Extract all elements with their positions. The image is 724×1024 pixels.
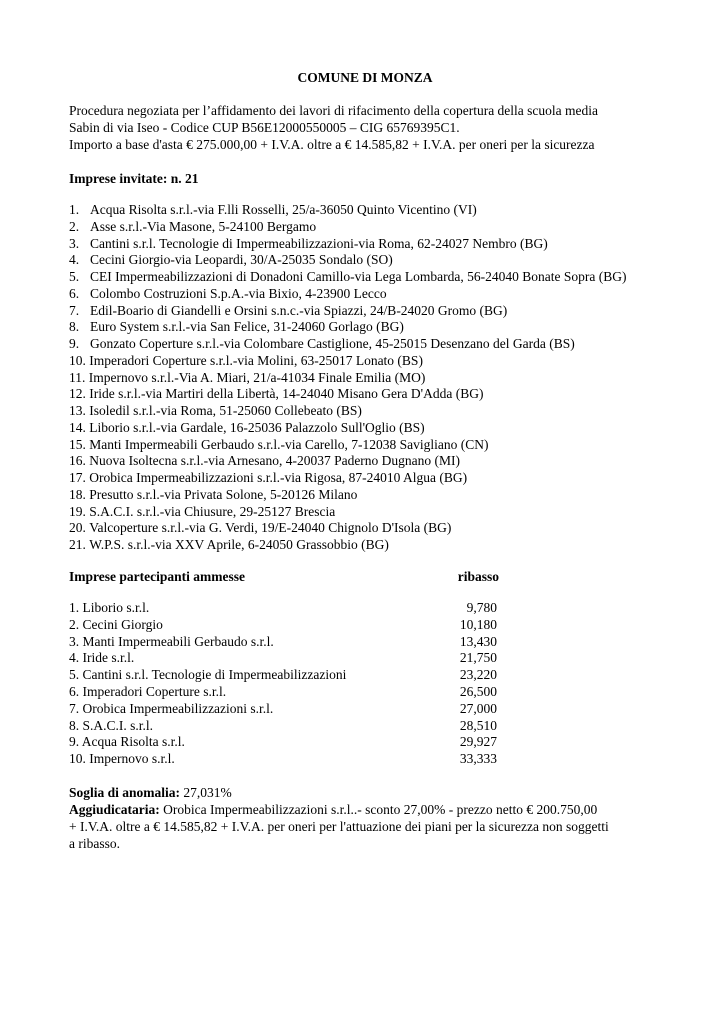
anomaly-value: 27,031% [180, 785, 232, 800]
item-number: 3. [69, 235, 80, 251]
participant-name: 3. Manti Impermeabili Gerbaudo s.r.l. [69, 633, 274, 649]
list-item [69, 219, 669, 236]
table-row [69, 667, 497, 684]
item-text: Cecini Giorgio-via Leopardi, 30/A-25035 Sondalo (SO) [90, 252, 393, 268]
item-number: 10. [69, 352, 86, 368]
participant-name: 4. Iride s.r.l. [69, 650, 135, 666]
item-text: Iride s.r.l.-via Martiri della Libertà, 14-24040 Misano Gera D'Adda (BG) [89, 386, 484, 402]
list-item [69, 420, 669, 437]
item-text: Presutto s.r.l.-via Privata Solone, 5-20126 Milano [89, 486, 358, 502]
item-number: 12. [69, 386, 86, 402]
item-text: Liborio s.r.l.-via Gardale, 16-25036 Palazzolo Sull'Oglio (BS) [89, 419, 425, 435]
awardee-label: Aggiudicataria: [69, 802, 160, 817]
item-number: 6. [69, 285, 80, 301]
page-title: COMUNE DI MONZA [297, 70, 433, 85]
item-text: W.P.S. s.r.l.-via XXV Aprile, 6-24050 Grassobbio (BG) [89, 537, 389, 552]
item-number: 18. [69, 486, 86, 502]
participant-name: 8. S.A.C.I. s.r.l. [69, 717, 154, 733]
list-item [69, 504, 669, 521]
discount-value: 29,927 [459, 734, 497, 750]
list-item [69, 403, 669, 420]
award-summary [69, 784, 669, 852]
procedure-line-3: Importo a base d'asta € 275.000,00 + I.V.A. oltre a € 14.585,82 + I.V.A. per oneri per la sicurezza [69, 137, 595, 152]
list-item [69, 336, 669, 353]
list-item [69, 437, 669, 454]
awardee-line [69, 801, 669, 818]
procedure-description [69, 102, 669, 153]
item-text: Valcoperture s.r.l.-via G. Verdi, 19/E-24040 Chignolo D'Isola (BG) [89, 520, 452, 536]
item-number: 2. [69, 218, 80, 234]
table-row [69, 701, 497, 718]
item-number: 13. [69, 403, 86, 418]
list-item [69, 537, 669, 554]
participant-name: 1. Liborio s.r.l. [69, 600, 150, 615]
item-number: 4. [69, 252, 80, 268]
participant-name: 9. Acqua Risolta s.r.l. [69, 734, 185, 750]
item-number: 21. [69, 537, 86, 552]
list-item [69, 202, 669, 219]
table-row [69, 718, 497, 735]
table-row [69, 734, 497, 751]
discount-value: 27,000 [459, 700, 497, 716]
invited-companies-list [69, 202, 669, 554]
procedure-line-1: Procedura negoziata per l’affidamento dei lavori di rifacimento della copertura della scuola media [69, 103, 599, 118]
item-number: 17. [69, 470, 86, 485]
item-number: 19. [69, 503, 86, 519]
table-row [69, 617, 497, 634]
list-item [69, 303, 669, 320]
item-number: 9. [69, 336, 80, 351]
item-text: Asse s.r.l.-Via Masone, 5-24100 Bergamo [90, 218, 317, 234]
participants-heading-label: Imprese partecipanti ammesse [69, 569, 245, 584]
participant-name: 6. Imperadori Coperture s.r.l. [69, 683, 227, 699]
awardee-line-3: a ribasso. [69, 836, 120, 851]
item-text: S.A.C.I. s.r.l.-via Chiusure, 29-25127 Brescia [89, 503, 336, 519]
item-text: Euro System s.r.l.-via San Felice, 31-24060 Gorlago (BG) [90, 319, 404, 335]
item-number: 1. [69, 202, 80, 217]
discount-value: 23,220 [459, 667, 497, 683]
list-item [69, 453, 669, 470]
participant-name: 7. Orobica Impermeabilizzazioni s.r.l. [69, 700, 274, 716]
item-number: 7. [69, 302, 80, 318]
item-text: Nuova Isoltecna s.r.l.-via Arnesano, 4-20037 Paderno Dugnano (MI) [89, 453, 461, 469]
awardee-text: Orobica Impermeabilizzazioni s.r.l..- sconto 27,00% - prezzo netto € 200.750,00 [159, 802, 598, 817]
invited-companies-heading: Imprese invitate: n. 21 [69, 171, 199, 186]
list-item [69, 236, 669, 253]
item-text: Edil-Boario di Giandelli e Orsini s.n.c.-via Spiazzi, 24/B-24020 Gromo (BG) [90, 302, 508, 318]
discount-value: 21,750 [459, 650, 497, 666]
list-item [69, 370, 669, 387]
item-number: 11. [69, 369, 86, 385]
item-text: Gonzato Coperture s.r.l.-via Colombare Castiglione, 45-25015 Desenzano del Garda (BS) [90, 336, 575, 351]
discount-value: 13,430 [459, 633, 497, 649]
item-text: Impernovo s.r.l.-Via A. Miari, 21/a-41034 Finale Emilia (MO) [88, 369, 426, 385]
list-item [69, 470, 669, 487]
list-item [69, 386, 669, 403]
table-row [69, 684, 497, 701]
table-row [69, 634, 497, 651]
table-row [69, 600, 497, 617]
participant-name: 10. Impernovo s.r.l. [69, 751, 175, 767]
item-number: 14. [69, 419, 86, 435]
anomaly-label: Soglia di anomalia: [69, 785, 181, 800]
item-text: Manti Impermeabili Gerbaudo s.r.l.-via Carello, 7-12038 Savigliano (CN) [89, 436, 489, 452]
item-text: Acqua Risolta s.r.l.-via F.lli Rosselli, 25/a-36050 Quinto Vicentino (VI) [90, 202, 477, 217]
table-row [69, 650, 497, 667]
participants-heading [69, 568, 499, 585]
discount-value: 10,180 [459, 616, 497, 632]
participant-name: 5. Cantini s.r.l. Tecnologie di Impermeabilizzazioni [69, 667, 347, 683]
item-text: Orobica Impermeabilizzazioni s.r.l.-via Rigosa, 87-24010 Algua (BG) [89, 470, 468, 485]
list-item [69, 252, 669, 269]
discount-value: 26,500 [459, 683, 497, 699]
discount-value: 9,780 [466, 600, 497, 615]
item-text: CEI Impermeabilizzazioni di Donadoni Camillo-via Lega Lombarda, 56-24040 Bonate Sopra (BG) [90, 269, 627, 284]
participant-name: 2. Cecini Giorgio [69, 616, 163, 632]
item-text: Isoledil s.r.l.-via Roma, 51-25060 Collebeato (BS) [89, 403, 362, 418]
item-number: 20. [69, 520, 86, 536]
item-text: Colombo Costruzioni S.p.A.-via Bixio, 4-23900 Lecco [90, 285, 387, 301]
list-item [69, 487, 669, 504]
item-number: 16. [69, 453, 86, 469]
item-number: 15. [69, 436, 86, 452]
participants-list [69, 600, 497, 768]
table-row [69, 751, 497, 768]
discount-value: 28,510 [459, 717, 497, 733]
list-item [69, 353, 669, 370]
list-item [69, 319, 669, 336]
discount-column-heading: ribasso [457, 569, 499, 584]
discount-value: 33,333 [459, 751, 497, 767]
item-text: Imperadori Coperture s.r.l.-via Molini, 63-25017 Lonato (BS) [89, 352, 423, 368]
item-text: Cantini s.r.l. Tecnologie di Impermeabilizzazioni-via Roma, 62-24027 Nembro (BG) [90, 235, 548, 251]
item-number: 5. [69, 269, 80, 284]
list-item [69, 269, 669, 286]
list-item [69, 286, 669, 303]
procedure-line-2: Sabin di via Iseo - Codice CUP B56E12000550005 – CIG 65769395C1. [69, 120, 460, 135]
item-number: 8. [69, 319, 80, 335]
awardee-line-2: + I.V.A. oltre a € 14.585,82 + I.V.A. per oneri per l'attuazione dei piani per la sicurezza non soggetti [69, 819, 609, 834]
list-item [69, 520, 669, 537]
anomaly-threshold [69, 784, 669, 801]
